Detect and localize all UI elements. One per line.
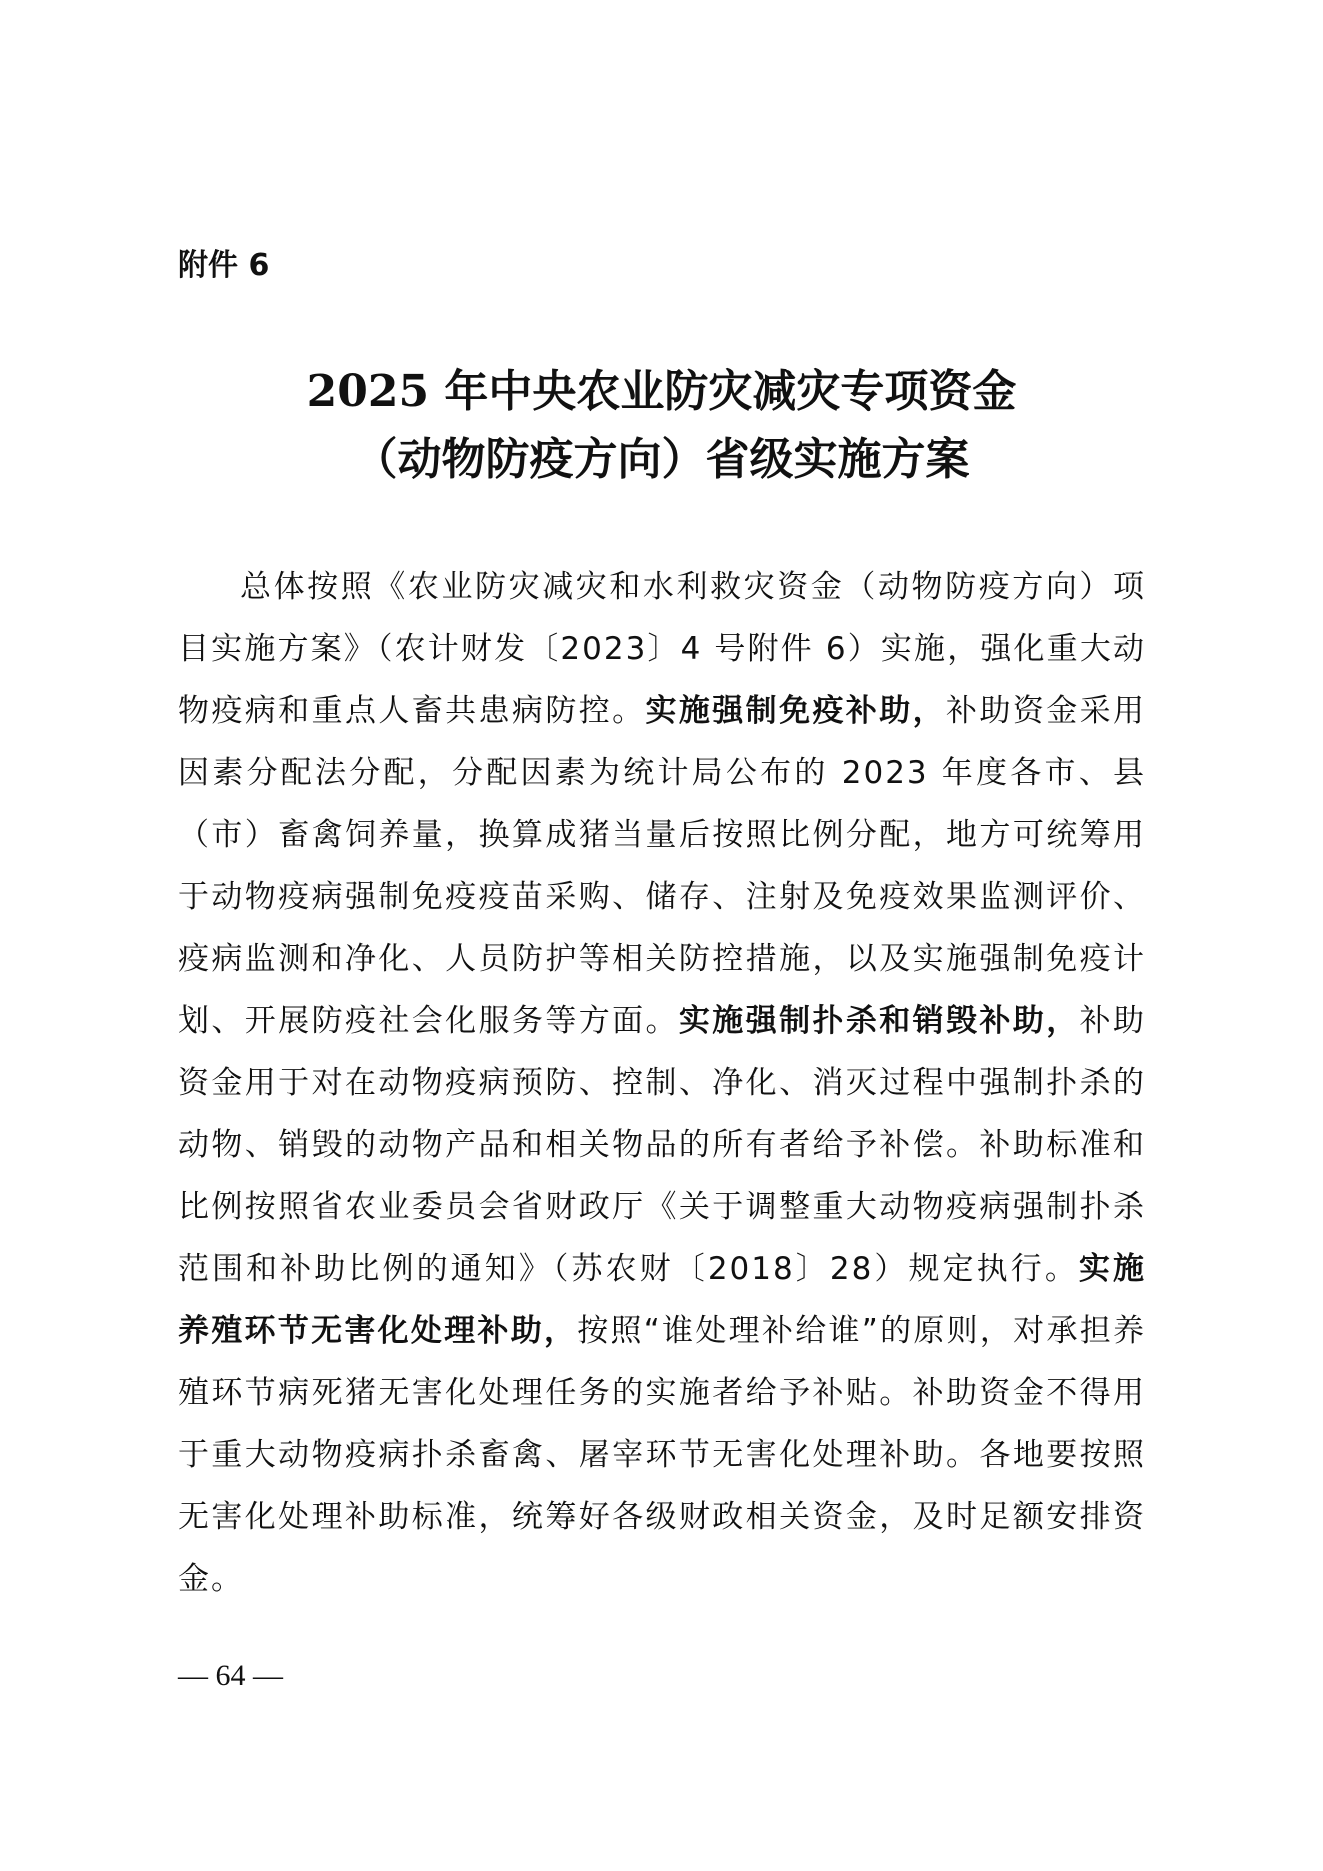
attachment-label: 附件 6	[178, 248, 270, 283]
body-text-segment-4: 按照“谁处理补给谁”的原则，对承担养殖环节病死猪无害化处理任务的实施者给予补贴。补助资金不得用于重大动物疫病扑杀畜禽、屠宰环节无害化处理补助。各地要按照无害化处理补助标准，统筹好各级财政相关资金，及时足额安排资金。	[178, 1313, 1147, 1597]
bold-heading-culling-subsidy: 实施强制扑杀和销毁补助，	[678, 1003, 1080, 1039]
bold-heading-harmless-treatment-subsidy: 实施养殖环节无害化处理补助，	[178, 1251, 1147, 1349]
page-number: — 64 —	[178, 1659, 283, 1692]
body-text-segment-1: 总体按照《农业防灾减灾和水利救灾资金（动物防疫方向）项目实施方案》（农计财发〔2023〕4 号附件 6）实施，强化重大动物疫病和重点人畜共患病防控。	[178, 569, 1146, 729]
title-line-1: 2025 年中央农业防灾减灾专项资金	[306, 366, 1017, 417]
body-text-segment-3: 补助资金用于对在动物疫病预防、控制、净化、消灭过程中强制扑杀的动物、销毁的动物产品和相关物品的所有者给予补偿。补助标准和比例按照省农业委员会省财政厅《关于调整重大动物疫病强制扑杀范围和补助比例的通知》（苏农财〔2018〕28）规定执行。	[178, 1003, 1147, 1287]
title-line-2: （动物防疫方向）省级实施方案	[353, 434, 970, 485]
body-paragraph	[178, 556, 1146, 1610]
bold-heading-immunization-subsidy: 实施强制免疫补助，	[645, 693, 947, 729]
body-text-segment-2: 补助资金采用因素分配法分配，分配因素为统计局公布的 2023 年度各市、县（市）畜禽饲养量，换算成猪当量后按照比例分配，地方可统筹用于动物疫病强制免疫疫苗采购、储存、注射及免疫效果监测评价、疫病监测和净化、人员防护等相关防控措施，以及实施强制免疫计划、开展防疫社会化服务等方面。	[178, 693, 1147, 1039]
document-title	[120, 358, 1203, 494]
